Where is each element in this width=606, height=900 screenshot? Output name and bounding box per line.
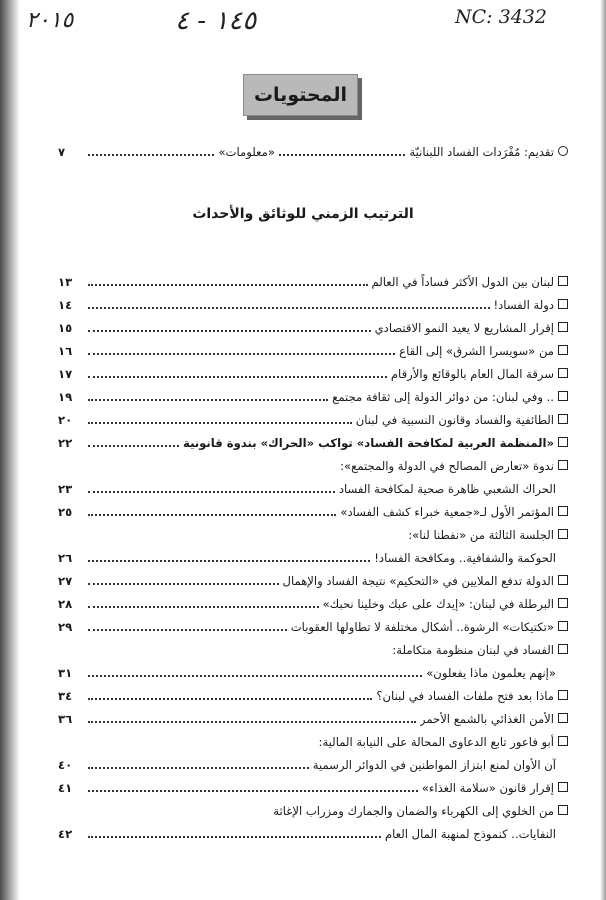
checkbox-bullet-icon [558, 713, 568, 723]
checkbox-bullet-icon [558, 391, 568, 401]
toc-entry-title: الدولة تدفع الملايين في «التحكيم» نتيجة الفساد والإهمال [282, 574, 554, 588]
leader-dots [88, 154, 214, 156]
toc-entry-title: إقرار قانون «سلامة الغذاء» [421, 781, 554, 795]
toc-entry-heading[interactable] [58, 799, 568, 819]
page-edge-shadow-right [600, 0, 606, 900]
toc-entry[interactable] [58, 408, 568, 428]
checkbox-bullet-icon [558, 575, 568, 585]
leader-dots [88, 767, 309, 769]
toc-entry-page: ٢٩ [58, 620, 73, 634]
leader-dots [88, 698, 372, 700]
toc-entry-heading[interactable] [58, 523, 568, 543]
checkbox-bullet-icon [558, 805, 568, 815]
toc-entry-page: ١٤ [58, 298, 73, 312]
toc-entry-title: سرقة المال العام بالوقائع والأرقام [390, 367, 554, 381]
checkbox-bullet-icon [558, 644, 568, 654]
toc-entry[interactable] [58, 615, 568, 635]
toc-entry-heading[interactable] [58, 638, 568, 658]
checkbox-bullet-icon [558, 368, 568, 378]
toc-entry-continuation[interactable] [58, 753, 568, 773]
toc-entry[interactable] [58, 362, 568, 382]
toc-entry-title: النفايات.. كنموذج لمنهبة المال العام [384, 827, 556, 841]
toc-entry-title: «المنظمة العربية لمكافحة الفساد» تواكب «الحراك» بندوة قانونية [183, 436, 554, 450]
toc-entry[interactable] [58, 385, 568, 405]
toc-entry-page: ١٣ [58, 275, 73, 289]
toc-entry-title: أبو فاعور تابع الدعاوى المحالة على النيابة المالية: [318, 735, 554, 749]
toc-entry-page: ٣٦ [58, 712, 73, 726]
leader-dots [88, 675, 422, 677]
leader-dots [88, 422, 352, 424]
toc-entry-title: الحراك الشعبي ظاهرة صحية لمكافحة الفساد [338, 482, 556, 496]
checkbox-bullet-icon [558, 506, 568, 516]
toc-entry-page: ٢٨ [58, 597, 73, 611]
leader-dots [88, 284, 368, 286]
toc-entry[interactable] [58, 707, 568, 727]
toc-entry-page: ٢٧ [58, 574, 73, 588]
toc-entry-title: الفساد في لبنان منظومة متكاملة: [392, 643, 554, 657]
toc-entry-page: ٤٢ [58, 827, 73, 841]
toc-entry-heading[interactable] [58, 454, 568, 474]
toc-entry[interactable] [58, 316, 568, 336]
leader-dots [88, 330, 371, 332]
circle-bullet-icon [558, 146, 568, 156]
checkbox-bullet-icon [558, 529, 568, 539]
handwritten-year: ٢٠١٥ [26, 8, 74, 33]
checkbox-bullet-icon [558, 460, 568, 470]
toc-entry[interactable] [58, 569, 568, 589]
intro-label: تقديم: مُفْرَدات الفساد اللبنانيّة [409, 145, 554, 159]
toc-entry-continuation[interactable] [58, 661, 568, 681]
checkbox-bullet-icon [558, 437, 568, 447]
intro-note: «معلومات» [218, 145, 275, 159]
toc-entry-continuation[interactable] [58, 546, 568, 566]
leader-dots [88, 399, 328, 401]
toc-entry-title: «إنهم يعلمون ماذا يفعلون» [426, 666, 556, 680]
toc-entry-title: من «سويسرا الشرق» إلى القاع [399, 344, 554, 358]
toc-entry[interactable] [58, 431, 568, 451]
toc-entry-heading[interactable] [58, 730, 568, 750]
page-title: المحتويات [243, 74, 358, 116]
toc-entry-title: الأمن الغذائي بالشمع الأحمر [419, 712, 554, 726]
toc-entry-title: ماذا بعد فتح ملفات الفساد في لبنان؟ [376, 689, 554, 703]
toc-entry-title: ندوة «تعارض المصالح في الدولة والمجتمع»: [340, 459, 554, 473]
checkbox-bullet-icon [558, 322, 568, 332]
toc-entry-title: آن الأوان لمنع ابتزاز المواطنين في الدوائر الرسمية [312, 758, 556, 772]
toc-entry-title: الجلسة الثالثة من «نفطنا لنا»: [408, 528, 554, 542]
toc-entry-continuation[interactable] [58, 822, 568, 842]
toc-entry-page: ٢٥ [58, 505, 73, 519]
leader-dots [88, 583, 279, 585]
checkbox-bullet-icon [558, 690, 568, 700]
leader-dots [88, 514, 336, 516]
toc-entry-page: ١٦ [58, 344, 73, 358]
leader-dots [88, 629, 287, 631]
toc-entry-page: ٢٠ [58, 413, 73, 427]
intro-row[interactable] [58, 140, 568, 160]
toc-entry-title: إقرار المشاريع لا يعيد النمو الاقتصادي [374, 321, 554, 335]
toc-entry-page: ٤١ [58, 781, 73, 795]
checkbox-bullet-icon [558, 782, 568, 792]
toc-entry[interactable] [58, 684, 568, 704]
toc-entry-page: ١٥ [58, 321, 73, 335]
leader-dots [88, 606, 319, 608]
leader-dots [88, 491, 335, 493]
toc-entry[interactable] [58, 293, 568, 313]
toc-entry-title: لبنان بين الدول الأكثر فساداً في العالم [371, 275, 554, 289]
toc-entry-title: البرطلة في لبنان: «إيدك على عبك وخلينا نحبك» [322, 597, 554, 611]
checkbox-bullet-icon [558, 345, 568, 355]
toc-entry-title: الحوكمة والشفافية.. ومكافحة الفساد! [374, 551, 556, 565]
handwritten-date: ١٤٥ - ٤ [175, 6, 257, 36]
checkbox-bullet-icon [558, 621, 568, 631]
leader-dots [88, 560, 370, 562]
intro-page: ٧ [58, 145, 66, 159]
page-edge-shadow [0, 0, 20, 900]
toc-entry-continuation[interactable] [58, 477, 568, 497]
toc-entry[interactable] [58, 592, 568, 612]
checkbox-bullet-icon [558, 276, 568, 286]
toc-entry[interactable] [58, 339, 568, 359]
handwritten-code: NC: 3432 [455, 6, 547, 28]
leader-dots [88, 353, 395, 355]
toc-entry-page: ٢٦ [58, 551, 73, 565]
section-heading: الترتيب الزمني للوثائق والأحداث [192, 206, 414, 222]
leader-dots [279, 154, 405, 156]
toc-entry[interactable] [58, 776, 568, 796]
toc-entry-page: ٣٤ [58, 689, 73, 703]
checkbox-bullet-icon [558, 414, 568, 424]
checkbox-bullet-icon [558, 736, 568, 746]
leader-dots [88, 307, 490, 309]
leader-dots [88, 790, 418, 792]
toc-entry-page: ١٩ [58, 390, 73, 404]
checkbox-bullet-icon [558, 299, 568, 309]
toc-entry-title: .. وفي لبنان: من دوائر الدولة إلى ثقافة مجتمع [332, 390, 554, 404]
toc-entry-page: ١٧ [58, 367, 73, 381]
toc-entry[interactable] [58, 500, 568, 520]
toc-entry-title: «تكتيكات» الرشوة.. أشكال مختلفة لا تطاولها العقوبات [290, 620, 554, 634]
toc-entry-title: دولة الفساد! [493, 298, 554, 312]
leader-dots [88, 376, 387, 378]
toc-entry-page: ٤٠ [58, 758, 73, 772]
leader-dots [88, 721, 416, 723]
toc-entry-page: ٢٢ [58, 436, 73, 450]
toc-entry-title: من الخلوي إلى الكهرباء والضمان والجمارك ومزراب الإغاثة [273, 804, 554, 818]
toc-entry-page: ٣١ [58, 666, 73, 680]
toc-entry-title: الطائفية والفساد وقانون النسبية في لبنان [355, 413, 554, 427]
toc-entry-page: ٢٣ [58, 482, 73, 496]
toc-entry-title: المؤتمر الأول لـ«جمعية خبراء كشف الفساد» [340, 505, 554, 519]
leader-dots [88, 836, 381, 838]
toc-entry[interactable] [58, 270, 568, 290]
leader-dots [88, 445, 179, 447]
checkbox-bullet-icon [558, 598, 568, 608]
